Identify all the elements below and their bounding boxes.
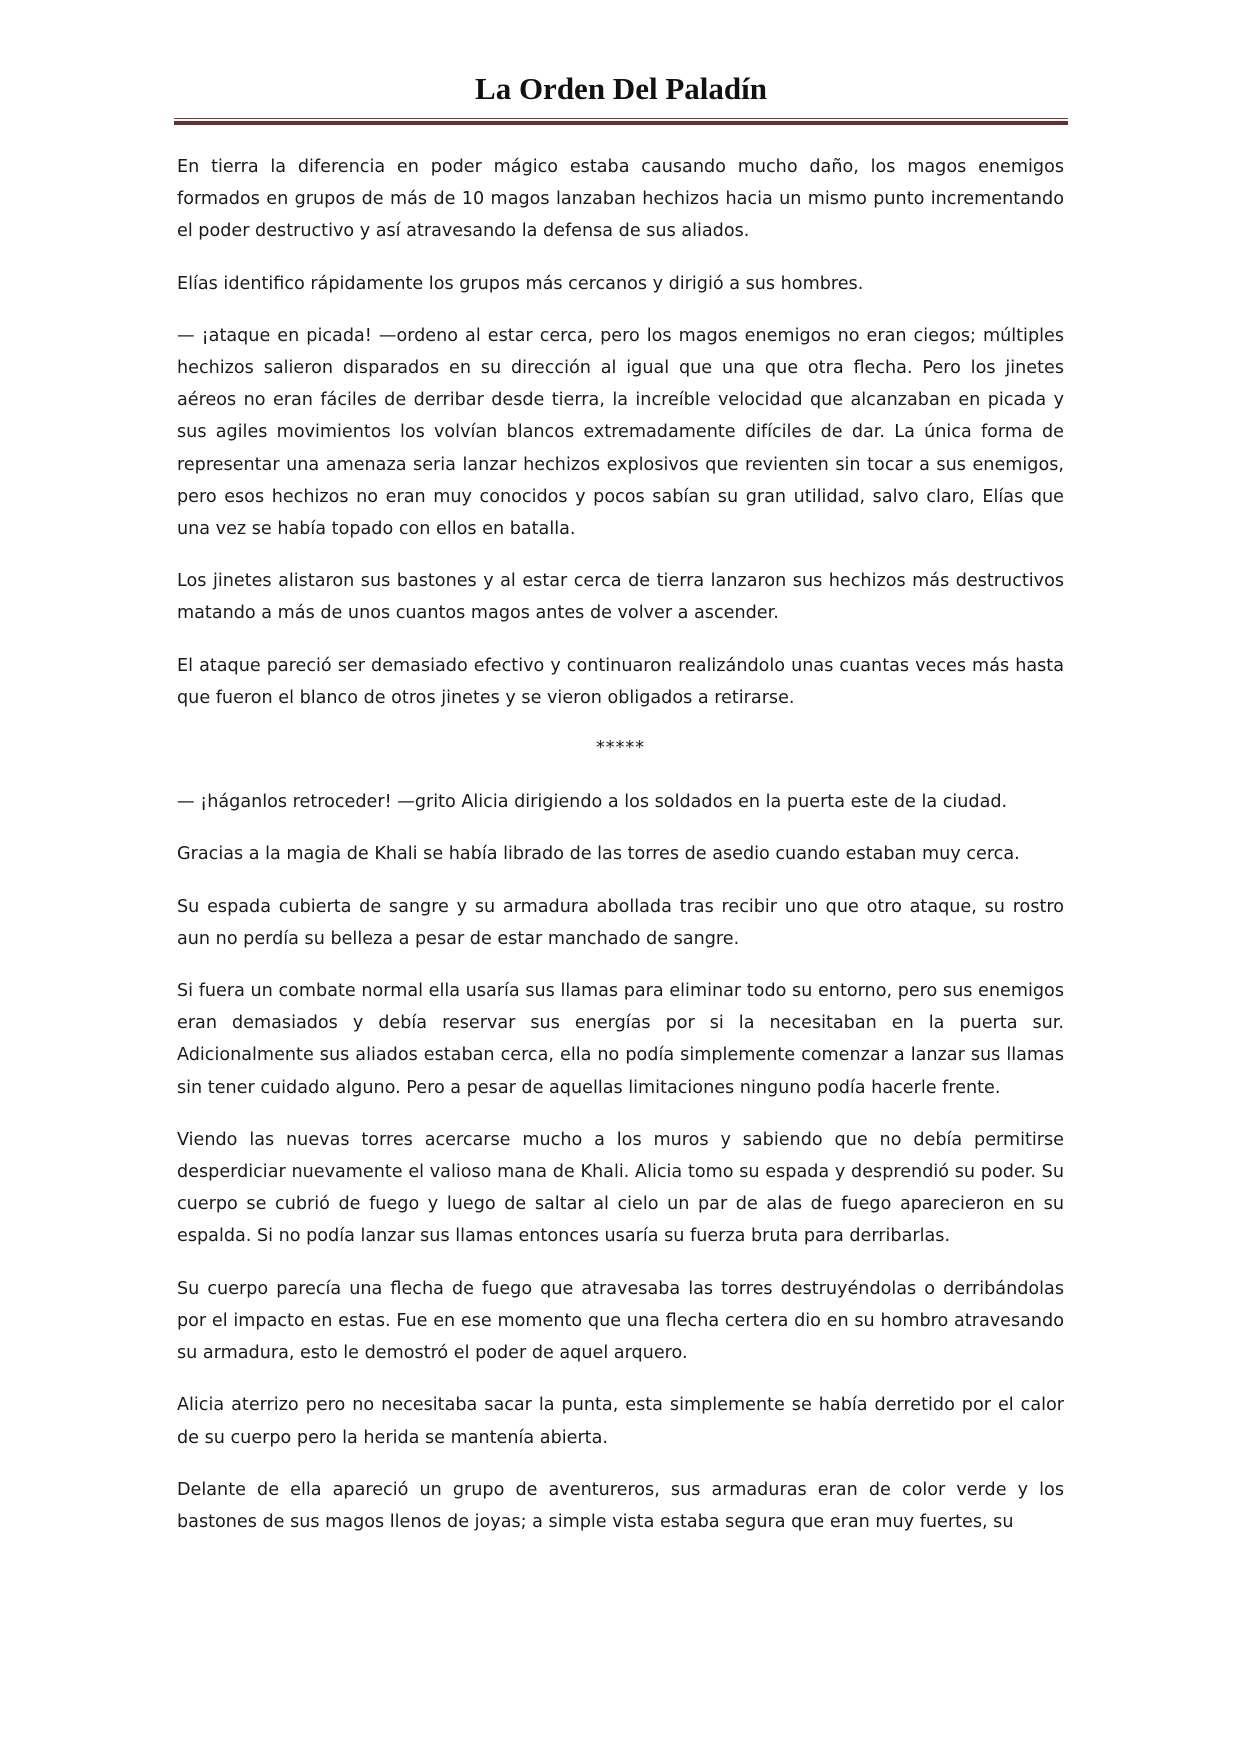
header-divider [174, 118, 1068, 128]
paragraph: Elías identifico rápidamente los grupos más cercanos y dirigió a sus hombres. [177, 273, 864, 294]
paragraph: Su cuerpo parecía una flecha de fuego que atravesaba las torres destruyéndolas o derribándolas por el impacto en estas. Fue en ese momento que una flecha certera dio en su hombro atravesando su armadura, esto le demostró el poder de aquel arquero. [177, 1278, 1064, 1364]
page-header [174, 70, 1068, 107]
header-divider-thick-line [174, 121, 1068, 125]
paragraph: El ataque pareció ser demasiado efectivo y continuaron realizándolo unas cuantas veces más hasta que fueron el blanco de otros jinetes y se vieron obligados a retirarse. [177, 655, 1064, 708]
paragraph: Alicia aterrizo pero no necesitaba sacar la punta, esta simplemente se había derretido por el calor de su cuerpo pero la herida se mantenía abierta. [177, 1395, 1064, 1448]
paragraph: — ¡háganlos retroceder! —grito Alicia dirigiendo a los soldados en la puerta este de la ciudad. [177, 792, 1008, 813]
paragraph: Gracias a la magia de Khali se había librado de las torres de asedio cuando estaban muy cerca. [177, 844, 1020, 865]
paragraph: Viendo las nuevas torres acercarse mucho a los muros y sabiendo que no debía permitirse desperdiciar nuevamente el valioso mana de Khali. Alicia tomo su espada y desprendió su poder. Su cuerpo se cubrió de fuego y luego de saltar al cielo un par de alas de fuego aparecieron en su espalda. Si no podía lanzar sus llamas entonces usaría su fuerza bruta para derribarlas. [177, 1129, 1064, 1247]
paragraph: Delante de ella apareció un grupo de aventureros, sus armaduras eran de color verde y los bastones de sus magos llenos de joyas; a simple vista estaba segura que eran muy fuertes, su [177, 1479, 1064, 1532]
scene-break-separator: ***** [596, 738, 645, 759]
paragraph: En tierra la diferencia en poder mágico estaba causando mucho daño, los magos enemigos formados en grupos de más de 10 magos lanzaban hechizos hacia un mismo punto incrementando el poder destructivo y así atravesando la defensa de sus aliados. [177, 157, 1064, 242]
book-title: La Orden Del Paladín [475, 71, 767, 106]
header-divider-thin-line [174, 118, 1068, 119]
paragraph: Su espada cubierta de sangre y su armadura abollada tras recibir uno que otro ataque, su rostro aun no perdía su belleza a pesar de estar manchado de sangre. [177, 896, 1064, 949]
paragraph: — ¡ataque en picada! —ordeno al estar cerca, pero los magos enemigos no eran ciegos; múltiples hechizos salieron disparados en su dirección al igual que una que otra flecha. Pero los jinetes aéreos no eran fáciles de derribar desde tierra, la increíble velocidad que alcanzaban en picada y sus agiles movimientos los volvían blancos extremadamente difíciles de dar. La única forma de representar una amenaza seria lanzar hechizos explosivos que revienten sin tocar a sus enemigos, pero esos hechizos no eran muy conocidos y pocos sabían su gran utilidad, salvo claro, Elías que una vez se había topado con ellos en batalla. [177, 325, 1064, 540]
paragraph: Si fuera un combate normal ella usaría sus llamas para eliminar todo su entorno, pero sus enemigos eran demasiados y debía reservar sus energías por si la necesitaban en la puerta sur. Adicionalmente sus aliados estaban cerca, ella no podía simplemente comenzar a lanzar sus llamas sin tener cuidado alguno. Pero a pesar de aquellas limitaciones ninguno podía hacerle frente. [177, 981, 1064, 1098]
paragraph: Los jinetes alistaron sus bastones y al estar cerca de tierra lanzaron sus hechizos más destructivos matando a más de unos cuantos magos antes de volver a ascender. [177, 571, 1064, 624]
body-text [177, 151, 1064, 1558]
